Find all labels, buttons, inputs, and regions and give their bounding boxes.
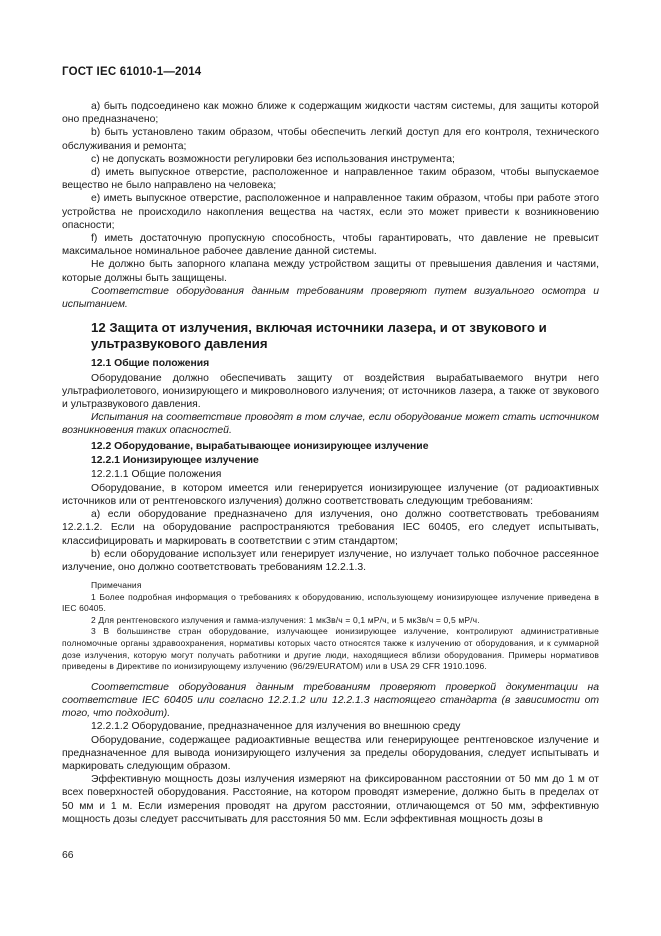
section-12-2-1-1-item-b: b) если оборудование использует или генерирует излучение, но излучает только побочное рассеянное излучение, оно должно соответствовать требованиям 12.2.1.3.: [62, 548, 599, 573]
list-item-f: f) иметь достаточную пропускную способность, чтобы гарантировать, что давление не превысит максимальное номинальное рабочее давление данной системы.: [62, 233, 599, 258]
page-body: [62, 100, 599, 826]
section-12-heading: 12 Защита от излучения, включая источники лазера, и от звукового и ультразвукового давления: [91, 320, 547, 352]
section-12-2-1-2-dose: Эффективную мощность дозы излучения измеряют на фиксированном расстоянии от 50 мм до 1 м от всех поверхностей оборудования. Расстояние, на котором проводят измерение, должно быть в пределах от 50 мм и 1 м. Если измерения проводят на другом расстоянии, отличающемся от 50 мм, эффективную мощность дозы следует рассчитывать для расстояния 50 мм. Если эффективная мощность дозы в: [62, 774, 599, 825]
section-12-2-1-heading: 12.2.1 Ионизирующее излучение: [91, 455, 259, 467]
document-header: ГОСТ IEC 61010-1—2014: [62, 66, 202, 78]
section-12-2-1-1-heading: 12.2.1.1 Общие положения: [91, 469, 222, 481]
section-12-2-heading: 12.2 Оборудование, вырабатывающее ионизирующее излучение: [91, 440, 429, 452]
list-item-b: b) быть установлено таким образом, чтобы обеспечить легкий доступ для его контроля, технического обслуживания и ремонта;: [62, 127, 599, 152]
compliance-check-1: Соответствие оборудования данным требованиям проверяют путем визуального осмотра и испытанием.: [62, 285, 599, 311]
list-item-d: d) иметь выпускное отверстие, расположенное и направленное таким образом, чтобы выпускаемое вещество не было направлено на человека;: [62, 167, 599, 192]
note-3: 3 В большинстве стран оборудование, излучающее ионизирующее излучение, контролируют административные полномочные органы здравоохранения, нормативы которых часто относятся также к излучению от оборудования, и к суммарной дозе излучения, которую могут получать работники и другие люди, находящиеся вблизи оборудования. Примеры нормативов приведены в Директиве по ионизирующему излучению (96/29/EURATOM) или в USA 29 CFR 1910.1096.: [62, 626, 599, 672]
page-number: 66: [62, 850, 74, 861]
list-item-e: e) иметь выпускное отверстие, расположенное и направленное таким образом, чтобы при работе этого устройства не происходило накопления вещества на частях, если это может привести к возникновению опасности;: [62, 193, 599, 231]
section-12-1-test: Испытания на соответствие проводят в том случае, если оборудование может стать источником возникновения таких опасностей.: [62, 412, 599, 437]
valve-paragraph: Не должно быть запорного клапана между устройством защиты от превышения давления и частями, которые должны быть защищены.: [62, 259, 599, 284]
note-1: 1 Более подробная информация о требованиях к оборудованию, использующему ионизирующее излучение приведена в IEC 60405.: [62, 591, 599, 614]
section-12-1-heading: 12.1 Общие положения: [91, 358, 210, 370]
section-12-1-paragraph: Оборудование должно обеспечивать защиту от воздействия вырабатываемого внутри него ультрафиолетового, ионизирующего и микроволнового излучения; от источников лазера, а также от звукового и ультразвукового давления.: [62, 372, 599, 411]
section-12-2-1-1-item-a: a) если оборудование предназначено для излучения, оно должно соответствовать требованиям 12.2.1.2. Если на оборудование распространяются требования IEC 60405, его следует испытывать, классифицировать и маркировать в соответствии с этим стандартом;: [62, 509, 599, 547]
note-2: 2 Для рентгеновского излучения и гамма-излучения: 1 мкЗв/ч = 0,1 мР/ч, и 5 мкЗв/ч = 0,5 мР/ч.: [91, 614, 480, 625]
section-12-2-1-2-heading: 12.2.1.2 Оборудование, предназначенное для излучения во внешнюю среду: [91, 721, 461, 733]
section-12-2-1-2-paragraph: Оборудование, содержащее радиоактивные вещества или генерирующее рентгеновское излучение и предназначенное для вывода ионизирующего излучения за пределы оборудования, следует испытывать и маркировать следующим образом.: [62, 734, 599, 773]
list-item-a: a) быть подсоединено как можно ближе к содержащим жидкости частям системы, для защиты которой оно предназначено;: [62, 101, 599, 126]
section-12-2-1-1-intro: Оборудование, в котором имеется или генерируется ионизирующее излучение (от радиоактивных источников или от рентгеновского излучения) должно соответствовать следующим требованиям:: [62, 482, 599, 507]
list-item-c: c) не допускать возможности регулировки без использования инструмента;: [91, 153, 455, 165]
notes-block: [62, 580, 599, 673]
compliance-check-2: Соответствие оборудования данным требованиям проверяют проверкой документации на соответствие IEC 60405 или согласно 12.2.1.2 или 12.2.1.3 настоящего стандарта (в зависимости от того, что подходит).: [62, 681, 599, 720]
notes-title: Примечания: [91, 580, 142, 591]
